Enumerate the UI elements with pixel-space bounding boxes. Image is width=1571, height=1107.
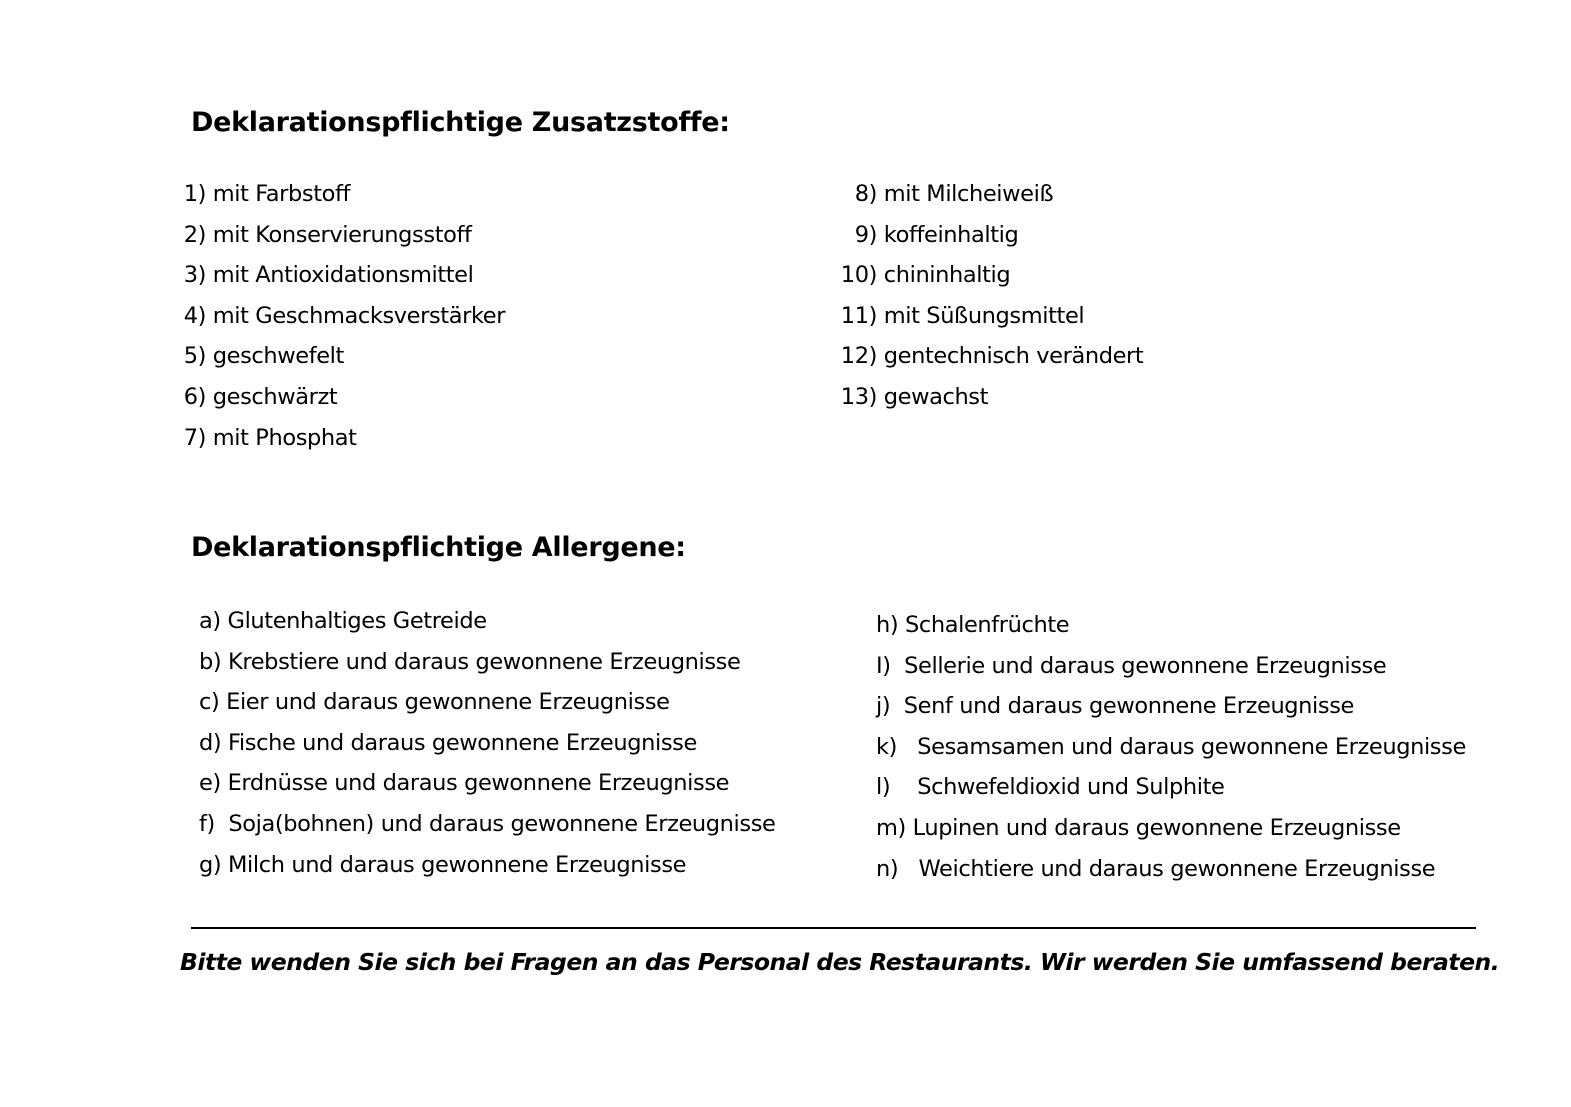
list-item: 11) mit Süßungsmittel xyxy=(840,302,1085,329)
list-item: 10) chininhaltig xyxy=(840,262,1011,289)
additives-list-left xyxy=(170,174,505,458)
list-item: 7) mit Phosphat xyxy=(183,424,357,451)
list-item: 3) mit Antioxidationsmittel xyxy=(183,262,474,289)
list-item: b) Krebstiere und daraus gewonnene Erzeugnisse xyxy=(199,648,741,675)
list-item: 8) mit Milcheiweiß xyxy=(854,181,1054,207)
list-item: k) Sesamsamen und daraus gewonnene Erzeugnisse xyxy=(876,733,1466,760)
list-item: 6) geschwärzt xyxy=(183,383,338,410)
list-item: 4) mit Geschmacksverstärker xyxy=(183,302,506,329)
list-item: 2) mit Konservierungsstoff xyxy=(183,221,472,248)
list-item: d) Fische und daraus gewonnene Erzeugnisse xyxy=(199,729,697,756)
footer-note: Bitte wenden Sie sich bei Fragen an das Personal des Restaurants. Wir werden Sie umfassend beraten. xyxy=(180,948,1500,976)
list-item: I) Sellerie und daraus gewonnene Erzeugnisse xyxy=(876,652,1387,679)
list-item: 9) koffeinhaltig xyxy=(854,221,1019,248)
allergens-list-right xyxy=(876,605,1466,889)
allergens-list-left xyxy=(199,601,775,885)
list-item: 1) mit Farbstoff xyxy=(183,181,351,207)
list-item: l) Schwefeldioxid und Sulphite xyxy=(876,774,1225,801)
list-item: e) Erdnüsse und daraus gewonnene Erzeugnisse xyxy=(199,770,730,797)
list-item: m) Lupinen und daraus gewonnene Erzeugnisse xyxy=(876,814,1401,841)
list-item: c) Eier und daraus gewonnene Erzeugnisse xyxy=(199,689,670,716)
list-item: h) Schalenfrüchte xyxy=(876,612,1070,638)
allergens-heading: Deklarationspflichtige Allergene: xyxy=(191,532,686,563)
additives-list-right xyxy=(834,174,1143,418)
list-item: g) Milch und daraus gewonnene Erzeugnisse xyxy=(199,851,687,878)
list-item: 5) geschwefelt xyxy=(183,343,344,370)
list-item: n) Weichtiere und daraus gewonnene Erzeugnisse xyxy=(876,855,1436,882)
list-item: 13) gewachst xyxy=(840,383,989,410)
list-item: j) Senf und daraus gewonnene Erzeugnisse xyxy=(876,693,1354,720)
list-item: a) Glutenhaltiges Getreide xyxy=(199,608,487,634)
list-item: 12) gentechnisch verändert xyxy=(840,343,1144,370)
additives-heading: Deklarationspflichtige Zusatzstoffe: xyxy=(191,107,730,138)
list-item: f) Soja(bohnen) und daraus gewonnene Erzeugnisse xyxy=(199,810,776,837)
divider xyxy=(191,927,1476,929)
